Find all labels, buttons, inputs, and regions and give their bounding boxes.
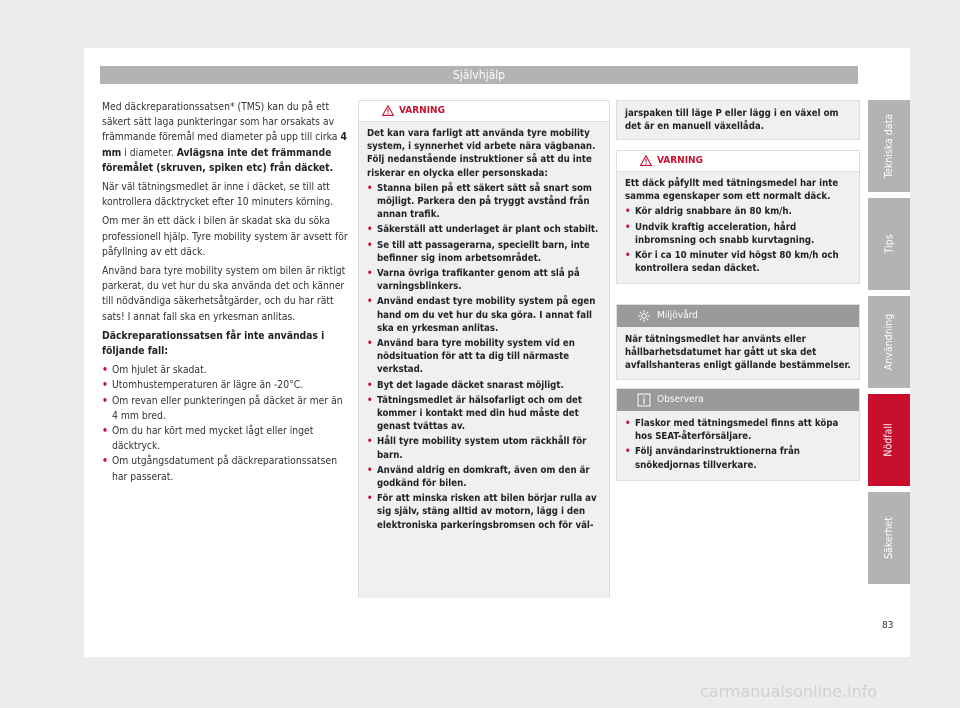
page-header: Självhjälp: [100, 66, 858, 84]
list-item: • Säkerställ att underlaget är plant och stabilt.: [367, 224, 599, 236]
warning-body: [359, 122, 609, 598]
watermark: carmanualsonline.info: [700, 682, 878, 701]
list-item: • Stanna bilen på ett säkert sätt så snart som möjligt. Parkera den på tryggt avstånd från annan trafik.: [367, 182, 592, 221]
list-item: • Om du har kört med mycket lågt eller inget däcktryck.: [102, 425, 314, 453]
diameter-value: 4 mm: [102, 131, 347, 159]
warning-intro: Ett däck påfyllt med tätningsmedel har inte samma egenskaper som ett normalt däck.: [625, 178, 839, 203]
list-item: • Om revan eller punkteringen på däcket är mer än 4 mm bred.: [102, 394, 343, 422]
note-body: [617, 411, 859, 480]
warning-title: VARNING: [399, 105, 445, 116]
note-title: Observera: [657, 394, 704, 405]
environment-header: [617, 305, 859, 327]
warning-box-2: [616, 150, 860, 284]
list-item: • För att minska risken att bilen börjar rulla av sig själv, stäng alltid av motorn, lägg i den elektroniska parkeringsbromsen och för väl-: [367, 493, 597, 531]
note-box: [616, 388, 860, 481]
list-item: • Kör aldrig snabbare än 80 km/h.: [625, 206, 792, 218]
restriction-heading: Däckreparationssatsen får inte användas i följande fall:: [102, 329, 325, 358]
list-item: • Håll tyre mobility system utom räckhåll för barn.: [367, 436, 587, 461]
warning-title: VARNING: [657, 155, 703, 166]
list-item: • Tätningsmedlet är hälsofarligt och om det kommer i kontakt med din hud måste det genast tvättas av.: [367, 394, 583, 433]
note-header: [617, 389, 859, 411]
paragraph-5: [102, 329, 348, 359]
environment-text: När tätningsmedlet har använts eller hållbarhetsdatumet har gått ut ska det avfallshanteras enligt gällande bestämmelser.: [625, 334, 851, 372]
list-item: • Flaskor med tätningsmedel finns att köpa hos SEAT-återförsäljare.: [625, 418, 839, 443]
list-item: • Använd bara tyre mobility system vid en nödsituation för att ta dig till närmaste verkstad.: [367, 338, 575, 376]
warning-header: [359, 101, 609, 122]
list-item: • Se till att passagerarna, speciellt barn, inte befinner sig inom arbetsområdet.: [367, 239, 590, 264]
tab-tekniska-data[interactable]: Tekniska data: [868, 100, 910, 192]
warning-continuation-box: [616, 100, 860, 140]
intro-paragraph: [102, 100, 348, 176]
environment-box: [616, 304, 860, 380]
list-item: • Om hjulet är skadat.: [102, 364, 207, 377]
warning-box-1: [358, 100, 610, 598]
warning-intro: Det kan vara farligt att använda tyre mobility system, i synnerhet vid arbete nära vägbanan. Följ nedanstående instruktioner så att du inte riskerar en olycka eller personskada:: [367, 128, 596, 179]
list-item: • Använd endast tyre mobility system på egen hand om du vet hur du ska göra. I annat fall ska en yrkesman anlitas.: [367, 296, 596, 334]
intro-text: Med däckreparationssatsen* (TMS) kan du på ett säkert sätt laga punkteringar som har orsakats av främmande föremål med diameter på upp till cirka: [102, 101, 341, 144]
tab-sakerhet[interactable]: Säkerhet: [868, 492, 910, 584]
info-icon: [637, 393, 651, 407]
environment-title: Miljövård: [657, 310, 698, 321]
intro-warning: Avlägsna inte det främmande föremålet (skruven, spiken etc) från däcket.: [102, 146, 334, 174]
list-item: • Undvik kraftig acceleration, hård inbromsning och snabb kurvtagning.: [625, 221, 815, 246]
list-item: • Använd aldrig en domkraft, även om den är godkänd för bilen.: [367, 464, 590, 490]
warning-body: [617, 172, 859, 283]
list-item: • Byt det lagade däcket snarast möjligt.: [367, 379, 564, 391]
main-text-column: [102, 100, 348, 485]
list-item: • Utomhustemperaturen är lägre än -20°C.: [102, 379, 304, 392]
list-item: • Följ användarinstruktionerna från snökedjornas tillverkare.: [625, 446, 800, 471]
intro-text-2: i diameter.: [121, 146, 177, 159]
warning-triangle-icon: [382, 105, 394, 116]
page-number: 83: [882, 620, 894, 631]
warning-triangle-icon: [640, 155, 652, 166]
tab-tips[interactable]: Tips: [868, 198, 910, 290]
tab-nodfall[interactable]: Nödfall: [868, 394, 910, 486]
list-item: • Varna övriga trafikanter genom att slå på varningsblinkers.: [367, 268, 580, 293]
paragraph-2: När väl tätningsmedlet är inne i däcket, se till att kontrollera däcktrycket efter 10 minuters körning.: [102, 181, 334, 209]
paragraph-3: Om mer än ett däck i bilen är skadat ska du söka professionell hjälp. Tyre mobility system är avsett för påfyllning av ett däck.: [102, 215, 348, 258]
tab-anvandning[interactable]: Användning: [868, 296, 910, 388]
list-item: • Om utgångsdatument på däckreparationssatsen har passerat.: [102, 455, 338, 483]
continuation-text: jarspaken till läge P eller lägg i en växel om det är en manuell växellåda.: [617, 101, 859, 139]
warning-header: [617, 151, 859, 172]
paragraph-4: Använd bara tyre mobility system om bilen är riktigt parkerat, du vet hur du ska använda det och känner till nödvändiga säkerhetsåtgärder, och du har rätt sats! I annat fall ska en yrkesman anlitas.: [102, 265, 346, 323]
leaf-icon: [637, 309, 651, 323]
list-item: • Kör i ca 10 minuter vid högst 80 km/h och kontrollera sedan däcket.: [625, 250, 839, 275]
